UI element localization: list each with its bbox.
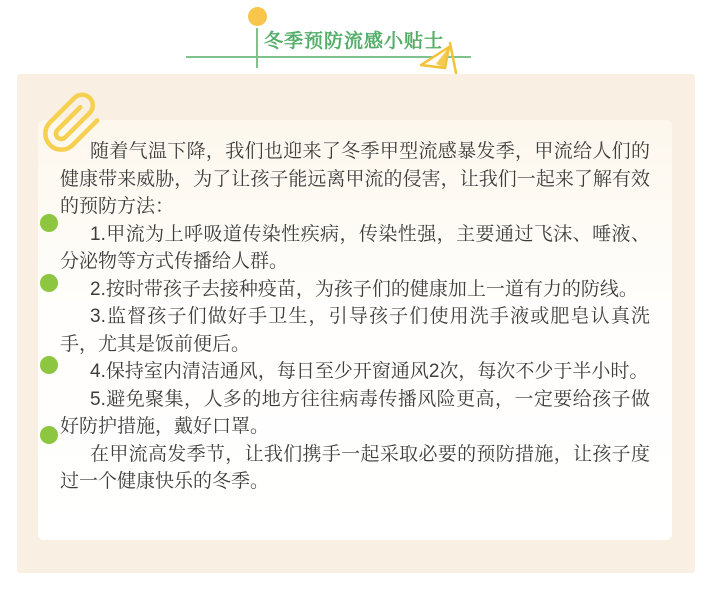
tips-text-block	[38, 120, 672, 496]
tip-item-3: 3.监督孩子们做好手卫生，引导孩子们使用洗手液或肥皂认真洗手，尤其是饭前便后。	[60, 306, 650, 355]
content-card	[17, 74, 695, 573]
header-vertical-line	[256, 28, 258, 68]
tip-item-4: 4.保持室内清洁通风，每日至少开窗通风2次，每次不少于半小时。	[90, 361, 649, 382]
tip-item-5: 5.避免聚集，人多的地方往往病毒传播风险更高，一定要给孩子做好防护措施，戴好口罩。	[60, 388, 650, 437]
text-panel	[38, 120, 672, 540]
paper-plane-icon	[416, 41, 462, 75]
closing-paragraph: 在甲流高发季节，让我们携手一起采取必要的预防措施，让孩子度过一个健康快乐的冬季。	[60, 443, 650, 492]
green-bullet-dot-icon	[40, 274, 58, 292]
tip-item-2: 2.按时带孩子去接种疫苗，为孩子们的健康加上一道有力的防线。	[90, 278, 638, 300]
green-bullet-dot-icon	[40, 426, 58, 444]
green-bullet-dot-icon	[40, 214, 58, 232]
intro-paragraph: 随着气温下降，我们也迎来了冬季甲型流感暴发季，甲流给人们的健康带来威胁，为了让孩子能远离甲流的侵害，让我们一起来了解有效的预防方法：	[60, 141, 650, 217]
header-accent-dot-icon	[248, 7, 267, 26]
tip-item-1: 1.甲流为上呼吸道传染性疾病，传染性强，主要通过飞沫、唾液、分泌物等方式传播给人群。	[60, 223, 650, 272]
green-bullet-dot-icon	[40, 356, 58, 374]
paperclip-icon	[36, 91, 108, 155]
poster-title: 冬季预防流感小贴士	[264, 31, 445, 52]
